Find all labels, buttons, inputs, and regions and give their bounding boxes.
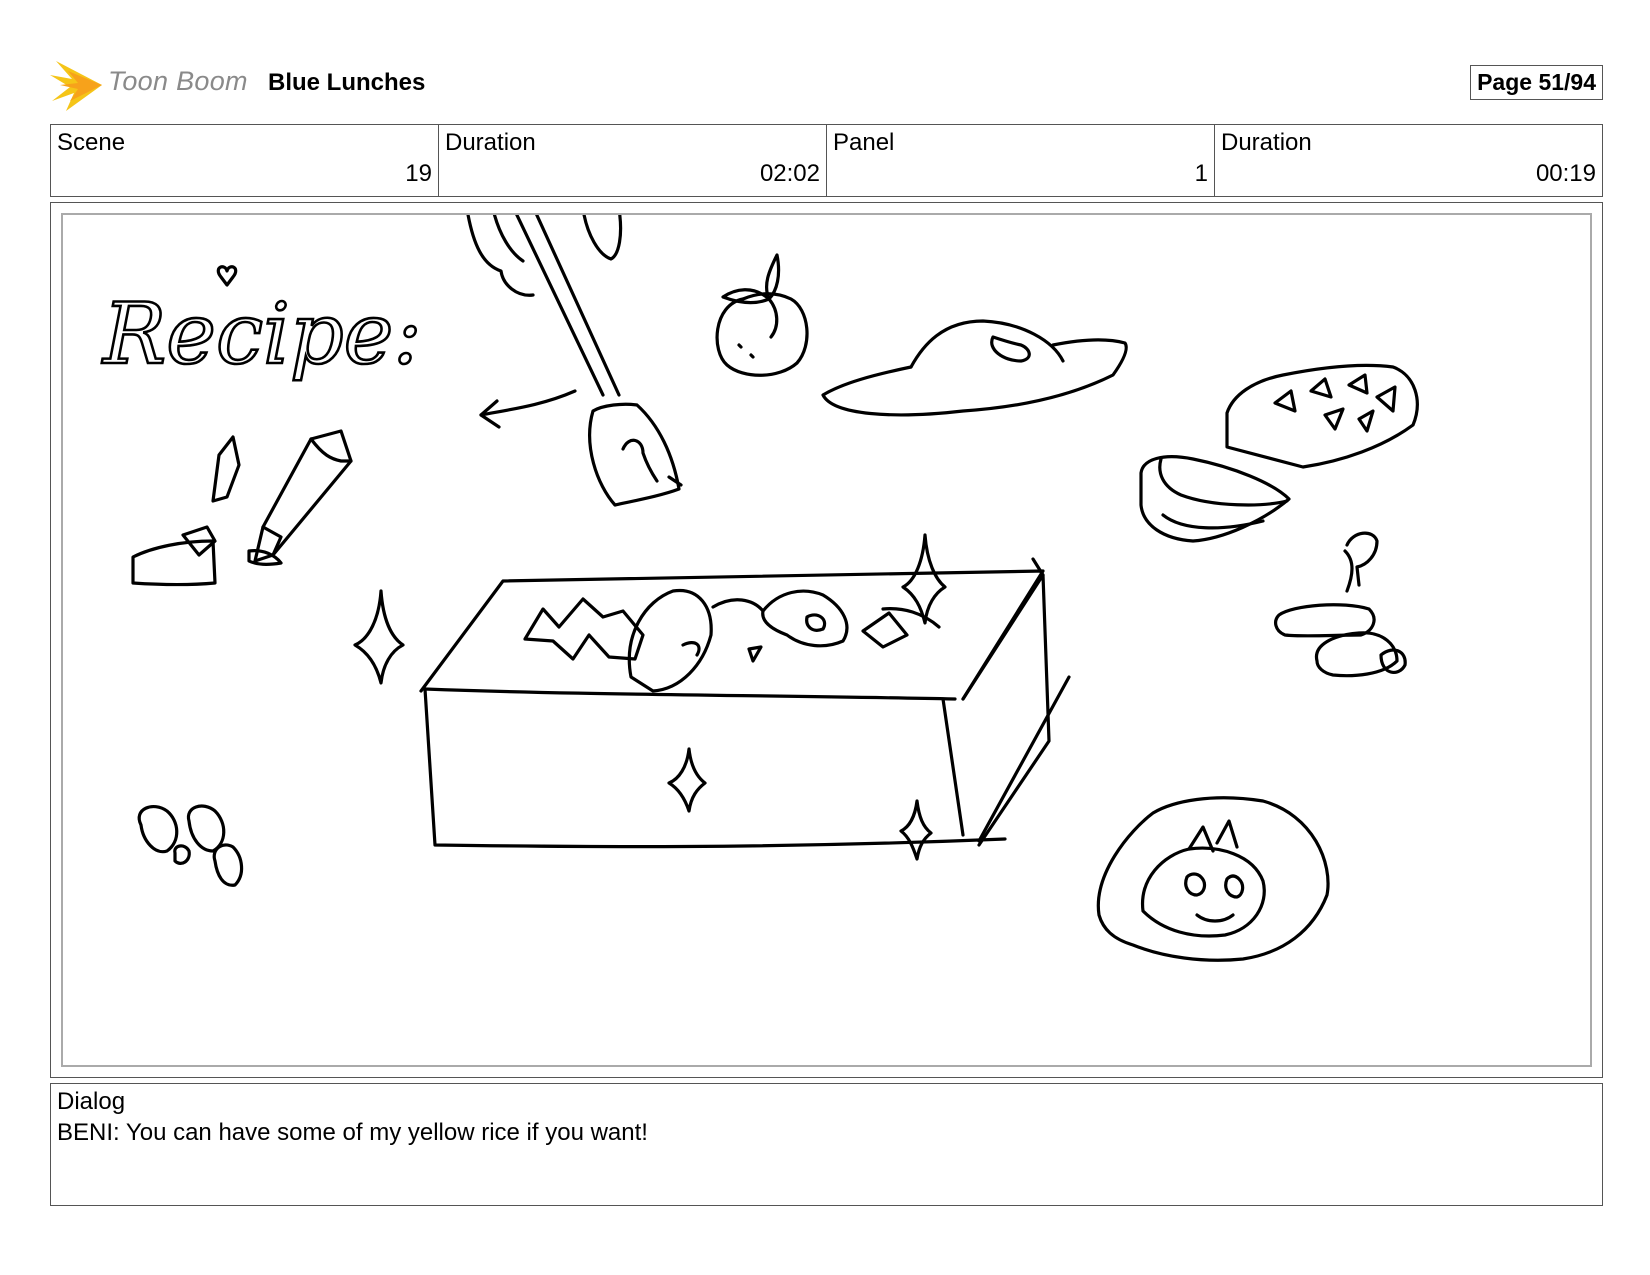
panel-value: 1 (1194, 160, 1208, 187)
panel-duration-cell (1215, 125, 1602, 196)
hand-with-spatula-sketch (467, 215, 681, 505)
bread-loaf-sketch (1141, 365, 1417, 541)
starburst-icon (50, 57, 110, 113)
scene-value: 19 (405, 160, 432, 187)
page-header (50, 55, 1603, 115)
recipe-text: Recipe: (103, 285, 422, 383)
scene-duration-value: 02:02 (759, 160, 820, 187)
orange-sketch (717, 255, 807, 375)
page-number: Page 51/94 (1470, 65, 1603, 100)
panel-drawing-area (61, 213, 1592, 1067)
heart-doodle (218, 267, 235, 285)
scene-info-table (50, 124, 1603, 197)
panel-cell (827, 125, 1215, 196)
kid-face-sticker-sketch (1098, 798, 1328, 960)
logo-text: Toon Boom (108, 66, 248, 96)
panel-duration-value: 00:19 (1535, 160, 1596, 187)
scene-duration-label: Duration (445, 129, 536, 156)
lunch-box-sketch (421, 559, 1069, 847)
project-title: Blue Lunches (268, 69, 426, 96)
dialog-box (50, 1083, 1603, 1206)
rocks-sketch (139, 806, 241, 885)
sausage-sketch (1276, 533, 1406, 676)
scene-cell (51, 125, 439, 196)
crystal-sketch (133, 431, 351, 585)
fried-egg-sketch (823, 321, 1126, 415)
dialog-label: Dialog (57, 1088, 126, 1115)
scene-label: Scene (57, 129, 126, 156)
dialog-text: BENI: You can have some of my yellow rice if you want! (57, 1119, 648, 1146)
panel-duration-label: Duration (1221, 129, 1312, 156)
storyboard-panel (50, 202, 1603, 1078)
panel-label: Panel (833, 129, 895, 156)
scene-duration-cell (439, 125, 827, 196)
toon-boom-logo (50, 57, 250, 113)
panel-sketch (63, 215, 1592, 1067)
